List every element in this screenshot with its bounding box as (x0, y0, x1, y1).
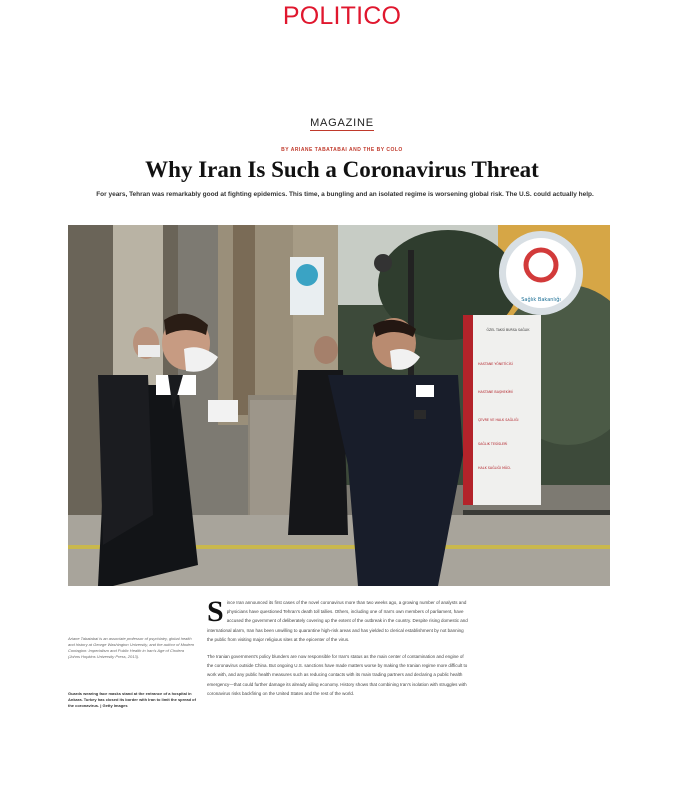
article-body (207, 595, 469, 706)
article-dek: For years, Tehran was remarkably good at fighting epidemics. This time, a bungling and an isolated regime is worsening global risk. The U.S. could actually help. (96, 191, 594, 198)
svg-text:ÖZEL TAKSİ BURSA SAĞLIK: ÖZEL TAKSİ BURSA SAĞLIK (486, 328, 530, 332)
hero-photo (68, 225, 610, 586)
byline: BY ARIANE TABATABAI AND THE BY COLO (281, 147, 403, 153)
svg-text:HASTANE BAŞHEKİMİ: HASTANE BAŞHEKİMİ (478, 390, 513, 394)
svg-text:HALK SAĞLIĞI MÜD.: HALK SAĞLIĞI MÜD. (478, 466, 511, 470)
photo-caption: Guards wearing face masks stand at the entrance of a hospital in Ankara. Turkey has closed its border with Iran to limit the spread of the coronavirus. | Getty Images (68, 691, 196, 708)
paragraph-1 (207, 595, 469, 644)
svg-text:ÇEVRE VE HALK SAĞLIĞI: ÇEVRE VE HALK SAĞLIĞI (478, 418, 519, 422)
dropcap: S (207, 595, 224, 628)
svg-text:SAĞLIK TESİSLERİ: SAĞLIK TESİSLERİ (478, 442, 508, 446)
paragraph-1-text: ince Iran announced its first cases of the novel coronavirus more than two weeks ago, a growing number of analysts and physicians have questioned Tehran's death toll tallies. Others, including one of Iran's own members of parliament, have accused the government of deliberately covering up the extent of the outbreak in the country. Despite rising domestic and international alarm, Iran has been unwilling to quarantine high-risk areas and has yielded to clerical establishment by not banning the public from visiting major religious sites at the epicenter of the virus. (207, 600, 468, 642)
article-headline: Why Iran Is Such a Coronavirus Threat (145, 157, 539, 182)
paragraph-2: The Iranian government's policy blunders are now responsible for Iran's status as the main center of contamination and engine of the coronavirus outside China. But ongoing U.S. sanctions have made matters worse by making the Iranian regime more difficult to work with, and any public health measures such as reducing contacts with its main trading partners and declaring a public health emergency—that could further damage its already ailing economy. History shows that combining Iran's isolation with struggles with coronavirus risks backfiring on the United States and the rest of the world. (207, 654, 468, 696)
hospital-sign-text: Sağlık Bakanlığı (521, 297, 561, 303)
politico-logo[interactable]: POLITICO (282, 2, 402, 30)
section-label-text: MAGAZINE (310, 117, 374, 129)
author-note: Ariane Tabatabai is an associate professor of psychiatry, global health and history at George Washington University, and the author of Modern Contagion: Imperialism and Public Health in Iran's Age of Cholera (Johns Hopkins University Press, 2013). (68, 636, 195, 659)
section-label[interactable] (0, 117, 684, 131)
svg-text:HASTANE YÖNETİCİSİ: HASTANE YÖNETİCİSİ (478, 362, 513, 366)
